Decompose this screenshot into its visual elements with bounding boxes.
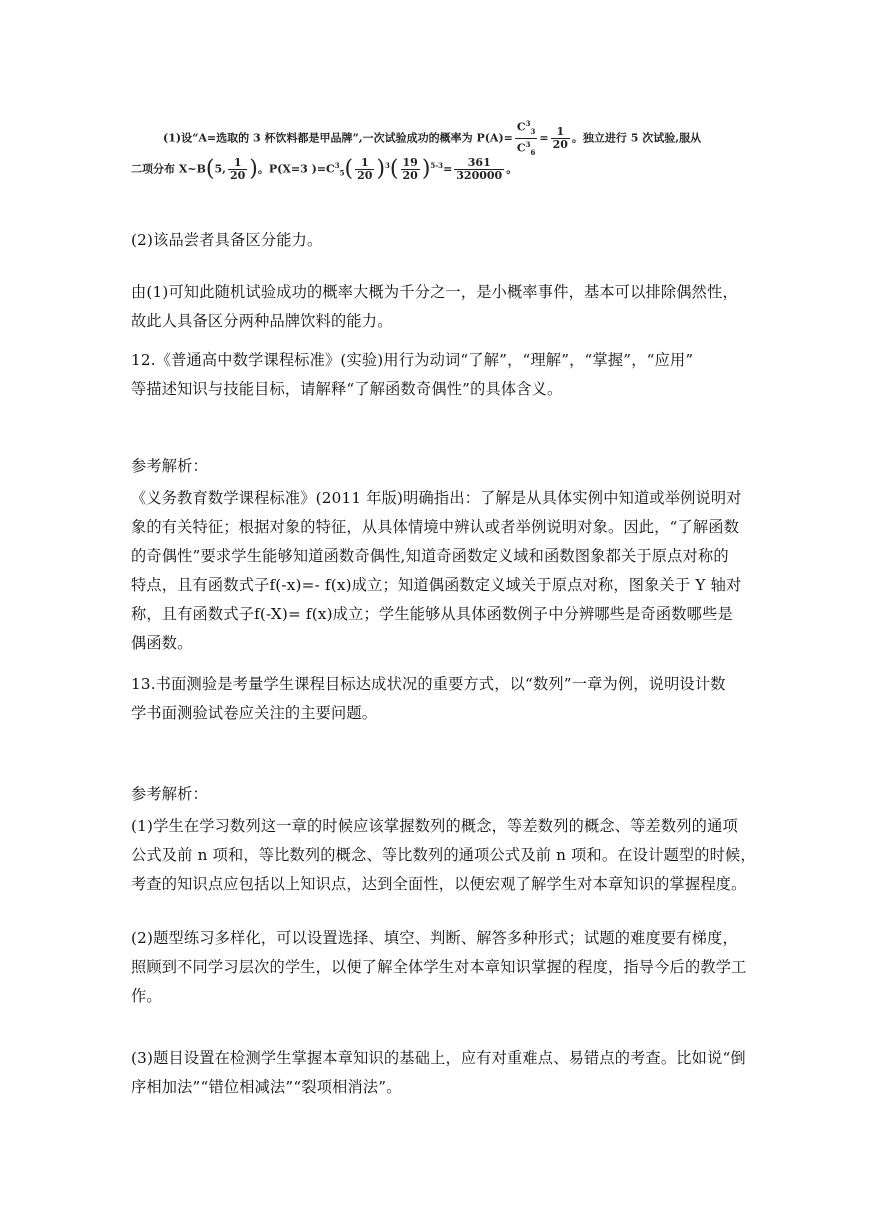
reference-answer-13-part-2: (2)题型练习多样化，可以设置选择、填空、判断、解答多种形式；试题的难度要有梯度， 照顾到不同学习层次的学生，以便了解全体学生对本章知识掌握的程度，指导今后的教学工 作。	[131, 929, 747, 1005]
formula-line-2: 二项分布 X~B(5, $\frac{1}{20}$ )。P(X=3 )$=C^3_5$( $\frac{1}{20}$ )$^3$( $\frac{19}{20}$ )$^{5-3}$= $\frac{361}{320000}$ 。	[131, 156, 518, 182]
reference-answer-13-part-3: (3)题目设置在检测学生掌握本章知识的基础上，应有对重难点、易错点的考查。比如说“倒 序相加法”“错位相减法”“裂项相消法”。	[131, 1049, 746, 1096]
q2-fraction: $\frac{19}{20}$	[402, 156, 418, 182]
result-fraction: $\frac{361}{320000}$	[456, 156, 503, 182]
reference-title-1: 参考解析：	[131, 457, 208, 475]
question-12: 12.《普通高中数学课程标准》(实验)用行为动词“了解”，“理解”，“掌握”，“应用” 等描述知识与技能目标，请解释“了解函数奇偶性”的具体含义。	[131, 351, 694, 398]
answer-part-2: (2)该品尝者具备区分能力。	[131, 231, 323, 249]
question-13: 13.书面测验是考量学生课程目标达成状况的重要方式，以“数列”一章为例，说明设计数 学书面测验试卷应关注的主要问题。	[131, 675, 726, 722]
formula1-suffix: 。独立进行 5 次试验,服从	[571, 131, 702, 145]
reference-answer-13-part-1: (1)学生在学习数列这一章的时候应该掌握数列的概念，等差数列的概念、等差数列的通项 公式及前 n 项和，等比数列的概念、等比数列的通项公式及前 n 项和。在设计题型的时候， 考查的知识点应包括以上知识点，达到全面性，以便宏观了解学生对本章知识的掌握程度。	[131, 817, 756, 893]
formula1-prefix: (1)设“A=选取的 3 杯饮料都是甲品牌”,一次试验成功的概率为 P(A)=	[163, 131, 513, 145]
answer-explanation: 由(1)可知此随机试验成功的概率大概为千分之一，是小概率事件，基本可以排除偶然性， 故此人具备区分两种品牌饮料的能力。	[131, 283, 738, 330]
formula-line-1: (1)设“A=选取的 3 杯饮料都是甲品牌”,一次试验成功的概率为 P(A)= $\frac{C^3_3}{C^3_6}$ = $\frac{1}{20}$ 。独立进行 5 次试验,服从	[163, 119, 702, 157]
probability-fraction: $\frac{1}{20}$	[552, 124, 568, 151]
combination-fraction: $\frac{C^3_3}{C^3_6}$	[516, 119, 536, 157]
reference-answer-12: 《义务教育数学课程标准》(2011 年版)明确指出：了解是从具体实例中知道或举例说明对 象的有关特征；根据对象的特征，从具体情境中辨认或者举例说明对象。因此，“了解函数 的奇偶性”要求学生能够知道函数奇偶性,知道奇函数定义域和函数图象都关于原点对称的 特点，且有函数式子f(-x)=- f(x)成立；知道偶函数定义域关于原点对称，图象关于 Y 轴对 称，且有函数式子f(-X)= f(x)成立；学生能够从具体函数例子中分辨哪些是奇函数哪些是 偶函数。	[131, 489, 742, 652]
binomial-p-fraction: $\frac{1}{20}$	[229, 156, 246, 182]
reference-title-2: 参考解析：	[131, 785, 208, 803]
q1-fraction: $\frac{1}{20}$	[357, 156, 373, 182]
